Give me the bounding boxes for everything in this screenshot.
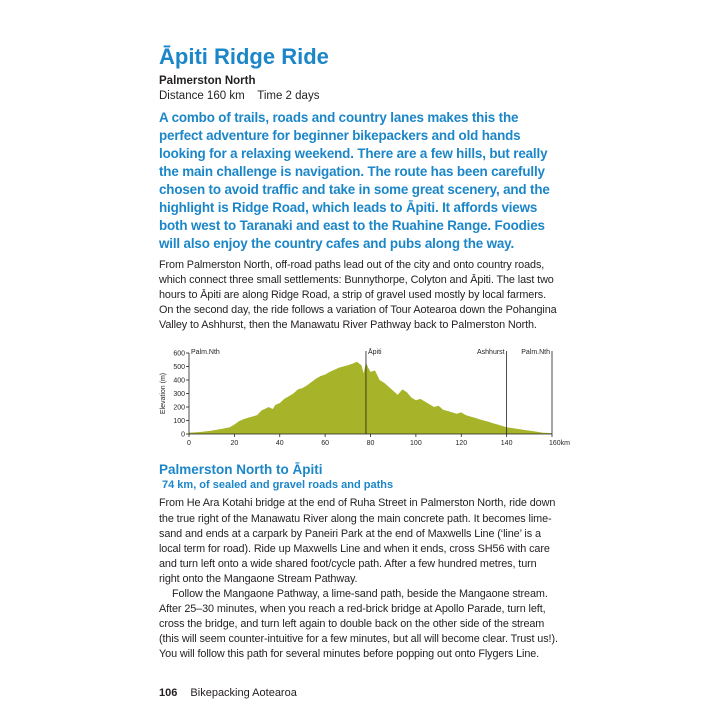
y-axis-label: Elevation (m) bbox=[160, 373, 167, 415]
paragraph: Follow the Mangaone Pathway, a lime-sand path, beside the Mangaone stream. After 25–30 minutes, when you reach a red-brick bridge at Apollo Parade, turn left, cross the bridge, and turn left again to double back on the other side of the stream (this will seem counter-intuitive for a few minutes, but all will become clear. Trust us!). You will follow this path for several minutes before popping out onto Flygers Line. bbox=[159, 588, 558, 661]
page-number: 106 bbox=[159, 687, 178, 699]
elevation-area bbox=[189, 362, 552, 434]
location-marker-label: Āpiti bbox=[367, 349, 382, 357]
y-tick-label: 0 bbox=[181, 431, 185, 439]
body-text-2 bbox=[159, 496, 559, 662]
section-subtitle: 74 km, of sealed and gravel roads and paths bbox=[162, 479, 394, 492]
section-title: Palmerston North to Āpiti bbox=[159, 462, 323, 478]
y-tick-label: 200 bbox=[173, 404, 185, 412]
x-tick-label: 20 bbox=[230, 440, 239, 448]
location-marker-label: Palm.Nth bbox=[191, 349, 220, 357]
x-tick-label: 60 bbox=[321, 440, 330, 448]
paragraph: From Palmerston North, off-road paths lead out of the city and onto country roads, which connect three small settlements: Bunnythorpe, Colyton and Āpiti. The last two hours to Āpiti are along Ridge Road, a strip of gravel used mostly by local farmers. On the second day, the ride follows a variation of Tour Aotearoa down the Pohangina Valley to Ashhurst, then the Manawatu River Pathway back to Palmerston North. bbox=[159, 259, 557, 332]
paragraph: From He Ara Kotahi bridge at the end of Ruha Street in Palmerston North, ride down the true right of the Manawatu River along the main concrete path. It becomes lime-sand and ends at a carpark by Paneiri Park at the end of Maxwells Line (‘line’ is a local term for road). Ride up Maxwells Line and when it ends, cross SH56 with care and turn left onto a wide shared foot/cycle path. After a few hundred metres, turn right onto the Mangaone Stream Pathway. bbox=[159, 497, 556, 585]
y-tick-label: 600 bbox=[173, 350, 185, 358]
time: Time 2 days bbox=[257, 90, 320, 102]
body-text-1 bbox=[159, 258, 559, 333]
x-tick-label: 0 bbox=[187, 440, 191, 448]
x-tick-label: 100 bbox=[410, 440, 422, 448]
y-tick-label: 300 bbox=[173, 391, 185, 399]
elevation-chart-svg bbox=[157, 345, 571, 448]
x-tick-label: 80 bbox=[366, 440, 375, 448]
start-location: Palmerston North bbox=[159, 75, 256, 87]
y-tick-label: 100 bbox=[173, 418, 185, 426]
x-tick-label: 140 bbox=[500, 440, 513, 448]
x-tick-label: 120 bbox=[455, 440, 468, 448]
page-footer bbox=[159, 686, 297, 700]
location-marker-label: Palm.Nth bbox=[521, 349, 550, 357]
x-tick-label: 40 bbox=[275, 440, 284, 448]
intro-paragraph: A combo of trails, roads and country lanes makes this the perfect adventure for beginner bikepackers and old hands looking for a relaxing weekend. There are a few hills, but really the main challenge is navigation. The route has been carefully chosen to avoid traffic and take in some great scenery, and the highlight is Ridge Road, which leads to Āpiti. It affords views both west to Taranaki and east to the Ruahine Range. Foodies will also enjoy the country cafes and pubs along the way. bbox=[159, 110, 550, 251]
page-content bbox=[159, 42, 571, 663]
book-title: Bikepacking Aotearoa bbox=[190, 687, 297, 699]
x-tick-label: 160km bbox=[549, 440, 571, 448]
location-marker-label: Ashhurst bbox=[477, 349, 505, 357]
y-tick-label: 400 bbox=[173, 377, 185, 385]
page-title: Āpiti Ridge Ride bbox=[159, 44, 329, 69]
ride-meta bbox=[159, 89, 559, 104]
distance: Distance 160 km bbox=[159, 90, 245, 102]
y-tick-label: 500 bbox=[173, 364, 185, 372]
elevation-chart bbox=[157, 345, 571, 448]
